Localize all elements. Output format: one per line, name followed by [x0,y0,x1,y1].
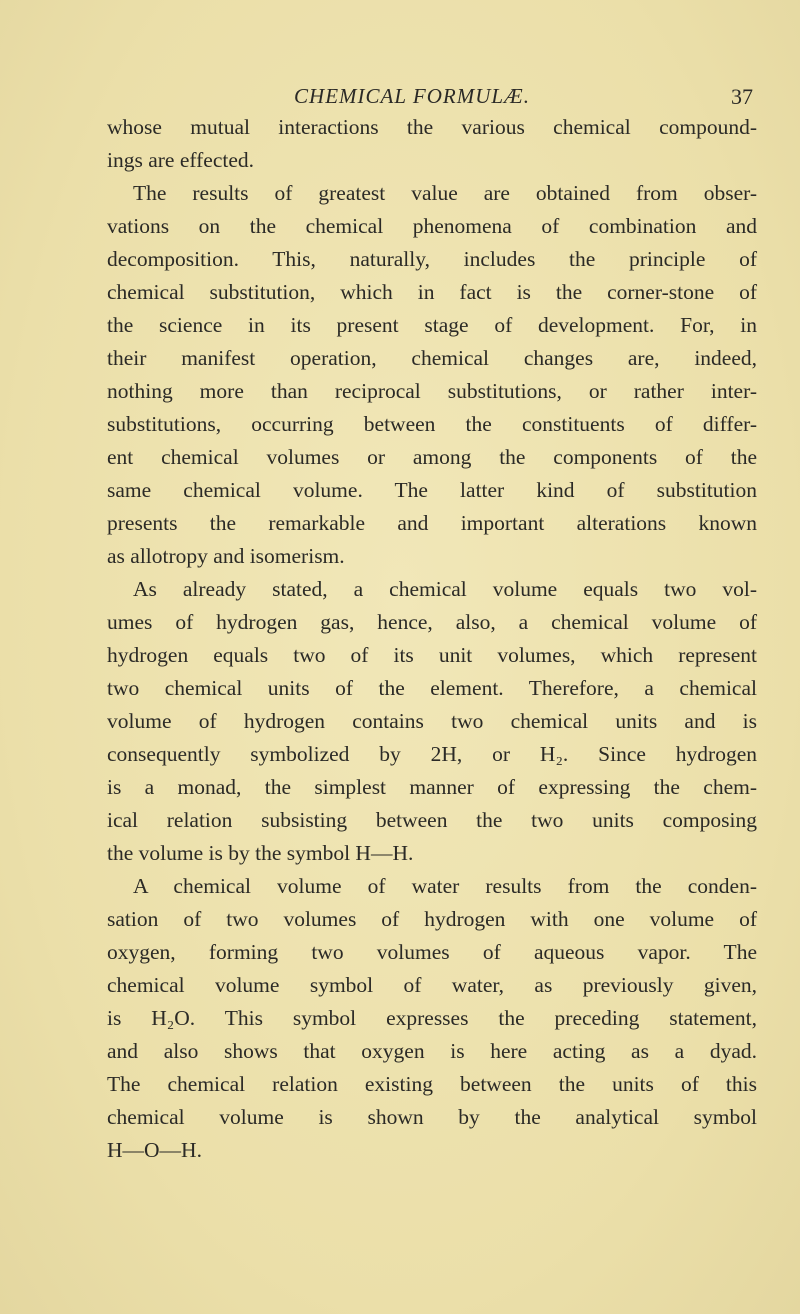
text-line: is H₂O. This symbol expresses the preceding statement, [107,1006,757,1030]
text-line: presents the remarkable and important alterations known [107,511,757,535]
text-line: same chemical volume. The latter kind of substitution [107,478,757,502]
text-line: The results of greatest value are obtained from obser- [133,181,757,205]
text-line: the volume is by the symbol H—H. [107,841,414,865]
text-line: As already stated, a chemical volume equals two vol- [133,577,757,601]
text-line: The chemical relation existing between the units of this [107,1072,757,1096]
text-line: A chemical volume of water results from the conden- [133,874,757,898]
text-line: whose mutual interactions the various chemical compound- [107,115,757,139]
text-line: ings are effected. [107,148,255,172]
body-text [107,111,757,1167]
text-line: hydrogen equals two of its unit volumes, which represent [107,643,757,667]
text-line: chemical volume symbol of water, as previously given, [107,973,757,997]
text-line: as allotropy and isomerism. [107,544,345,568]
text-line: ent chemical volumes or among the components of the [107,445,757,469]
text-line: is a monad, the simplest manner of expressing the chem- [107,775,757,799]
text-line: the science in its present stage of development. For, in [107,313,757,337]
running-title: CHEMICAL FORMULÆ. [294,84,530,108]
page-number: 37 [731,84,753,109]
text-line: vations on the chemical phenomena of combination and [107,214,757,238]
text-line: chemical substitution, which in fact is the corner-stone of [107,280,757,304]
text-line: sation of two volumes of hydrogen with one volume of [107,907,757,931]
text-line: consequently symbolized by 2H, or H₂. Since hydrogen [107,742,757,766]
text-line: chemical volume is shown by the analytical symbol [107,1105,757,1129]
text-line: ical relation subsisting between the two units composing [107,808,757,832]
text-line: H—O—H. [107,1138,202,1162]
text-line: two chemical units of the element. Therefore, a chemical [107,676,757,700]
text-line: oxygen, forming two volumes of aqueous vapor. The [107,940,757,964]
text-line: decomposition. This, naturally, includes the principle of [107,247,757,271]
text-line: nothing more than reciprocal substitutions, or rather inter- [107,379,757,403]
text-line: and also shows that oxygen is here acting as a dyad. [107,1039,757,1063]
text-line: umes of hydrogen gas, hence, also, a chemical volume of [107,610,757,634]
text-line: volume of hydrogen contains two chemical units and is [107,709,757,733]
text-line: their manifest operation, chemical changes are, indeed, [107,346,757,370]
text-line: substitutions, occurring between the constituents of differ- [107,412,757,436]
